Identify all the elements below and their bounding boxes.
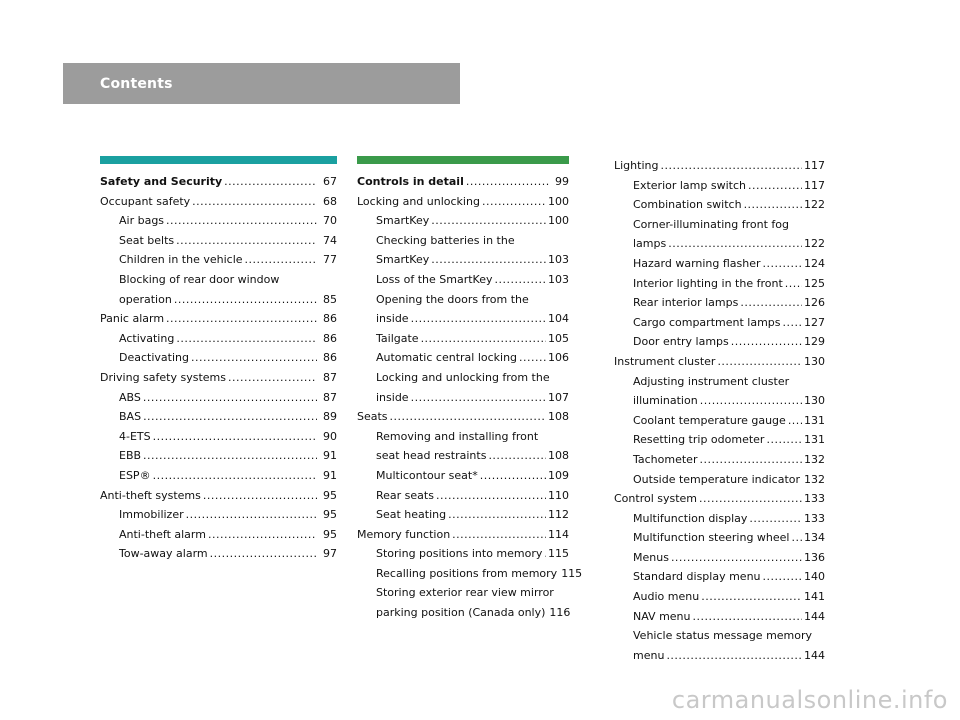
toc-page-number: 86: [323, 351, 337, 365]
toc-entry[interactable]: [614, 332, 825, 352]
toc-entry[interactable]: [614, 528, 825, 548]
dot-leader: [245, 250, 317, 270]
toc-page-number: 125: [804, 276, 825, 290]
toc-entry[interactable]: [614, 293, 825, 313]
toc-page-number: 86: [323, 331, 337, 345]
toc-entry-title: Door entry lamps: [633, 335, 729, 349]
toc-entry-title: Menus: [633, 550, 669, 564]
dot-leader: [699, 450, 802, 470]
toc-entry-title: Memory function: [357, 527, 451, 541]
dot-leader: [466, 172, 549, 192]
toc-entry-title: NAV menu: [633, 609, 691, 623]
toc-entry-title: Tailgate: [376, 331, 419, 345]
toc-entry[interactable]: [100, 368, 337, 388]
dot-leader: [143, 446, 317, 466]
toc-entry-title: Outside temperature indicator: [633, 472, 801, 486]
toc-page-number: 108: [548, 449, 569, 463]
toc-entry-title: Coolant temperature gauge: [633, 413, 786, 427]
toc-entry-title: Control system: [614, 492, 698, 506]
toc-entry[interactable]: [357, 211, 569, 231]
dot-leader: [210, 544, 317, 564]
toc-page-number: 126: [804, 296, 825, 310]
toc-entry[interactable]: [357, 290, 569, 329]
dot-leader: [186, 505, 317, 525]
dot-leader: [763, 567, 802, 587]
toc-page-number: 70: [323, 214, 337, 228]
toc-entry-title: Locking and unlocking: [357, 194, 480, 208]
toc-page-number: 67: [323, 175, 337, 188]
toc-entry[interactable]: [100, 250, 337, 270]
toc-page-number: 117: [804, 159, 825, 172]
dot-leader: [166, 211, 317, 231]
toc-entry-title: Seats: [357, 410, 388, 424]
watermark-text: carmanualsonline.info: [671, 686, 948, 714]
toc-entry[interactable]: [357, 564, 583, 584]
toc-page-number: 117: [804, 178, 825, 192]
toc-page-number: 144: [804, 648, 825, 662]
toc-entry-title: operation: [119, 292, 172, 306]
toc-entry-title: Resetting trip odometer: [633, 433, 765, 447]
toc-entry-title: Air bags: [119, 214, 165, 228]
toc-entry[interactable]: [614, 372, 825, 411]
toc-entry[interactable]: [614, 626, 825, 665]
toc-page-number: 85: [323, 292, 337, 306]
toc-entry-title: ESP®: [119, 468, 151, 482]
toc-page-number: 115: [561, 566, 583, 580]
dot-leader: [666, 646, 802, 666]
toc-entry-title: Interior lighting in the front: [633, 276, 783, 290]
page-title: Contents: [100, 76, 173, 92]
toc-page-number: 127: [804, 315, 825, 329]
toc-page-number: 122: [804, 198, 825, 212]
toc-page-number: 130: [804, 394, 825, 408]
toc-entry[interactable]: [614, 254, 825, 274]
toc-entry[interactable]: [357, 583, 569, 622]
toc-page-number: 112: [548, 508, 569, 522]
toc-page-number: 133: [804, 511, 825, 525]
toc-entry[interactable]: [357, 368, 569, 407]
toc-entry[interactable]: [357, 407, 569, 427]
toc-entry[interactable]: [100, 407, 337, 427]
dot-leader: [544, 544, 546, 564]
dot-leader: [431, 250, 546, 270]
toc-entry[interactable]: [357, 486, 569, 506]
toc-entry[interactable]: [614, 567, 825, 587]
toc-page-number: 114: [548, 527, 569, 541]
toc-page-number: 122: [804, 237, 825, 251]
toc-page-number: 124: [804, 256, 825, 270]
toc-entry[interactable]: [100, 388, 337, 408]
toc-entry-title-line1: Vehicle status message memory: [633, 629, 813, 643]
toc-page-number: 99: [555, 175, 569, 188]
toc-entry-title: Exterior lamp switch: [633, 178, 746, 192]
dot-leader: [740, 293, 802, 313]
toc-page-number: 100: [548, 214, 569, 228]
toc-entry-title: Controls in detail: [357, 175, 464, 188]
toc-page-number: 131: [804, 433, 825, 447]
toc-page-number: 103: [548, 272, 569, 286]
toc-page-number: 95: [323, 508, 337, 522]
toc-page-number: 136: [804, 550, 825, 564]
toc-page-number: 90: [323, 429, 337, 443]
toc-page-number: 115: [548, 547, 569, 561]
toc-entry[interactable]: [357, 505, 569, 525]
toc-page-number: 89: [323, 410, 337, 424]
toc-entry-title: Anti-theft alarm: [119, 527, 206, 541]
toc-page-number: 110: [548, 488, 569, 502]
toc-entry-title: Loss of the SmartKey: [376, 272, 493, 286]
dot-leader: [671, 548, 802, 568]
toc-entry[interactable]: [614, 176, 825, 196]
toc-entry[interactable]: [357, 231, 569, 270]
section-rule-teal: [100, 156, 337, 164]
toc-entry-title: EBB: [119, 449, 142, 463]
toc-entry-title: Driving safety systems: [100, 370, 226, 384]
dot-leader: [788, 411, 802, 431]
toc-entry[interactable]: [357, 192, 569, 212]
toc-entry-title: SmartKey: [376, 214, 430, 228]
dot-leader: [192, 192, 317, 212]
toc-entry[interactable]: [614, 470, 825, 490]
toc-entry[interactable]: [614, 411, 825, 431]
toc-entry[interactable]: [614, 587, 825, 607]
dot-leader: [783, 313, 802, 333]
toc-page-number: 107: [548, 390, 569, 404]
contents-header-bar: [63, 63, 460, 104]
toc-entry[interactable]: [100, 172, 337, 192]
toc-entry[interactable]: [614, 352, 825, 372]
toc-entry-title: Automatic central locking: [376, 351, 518, 365]
toc-entry[interactable]: [357, 525, 569, 545]
toc-entry[interactable]: [357, 172, 569, 192]
toc-entry-title: ABS: [119, 390, 141, 404]
toc-page-number: 140: [804, 570, 825, 584]
section-rule-green: [357, 156, 569, 164]
dot-leader: [766, 430, 802, 450]
toc-entry[interactable]: [100, 427, 337, 447]
toc-entry-title: Multifunction display: [633, 511, 748, 525]
dot-leader: [763, 254, 802, 274]
toc-entry[interactable]: [100, 446, 337, 466]
dot-leader: [744, 195, 802, 215]
toc-entry-title: Recalling positions from memory: [376, 566, 558, 580]
dot-leader: [749, 509, 802, 529]
toc-entry-title: SmartKey: [376, 253, 430, 267]
toc-entry-title: Rear interior lamps: [633, 296, 739, 310]
toc-entry[interactable]: [614, 489, 825, 509]
dot-leader: [224, 172, 317, 192]
toc-page-number: 144: [804, 609, 825, 623]
toc-page-number: 133: [804, 492, 825, 506]
toc-entry-title: Rear seats: [376, 488, 434, 502]
toc-entry[interactable]: [357, 329, 569, 349]
toc-entry[interactable]: [100, 486, 337, 506]
toc-page-number: 105: [548, 331, 569, 345]
dot-leader: [153, 427, 317, 447]
dot-leader: [191, 348, 317, 368]
toc-entry-title: parking position (Canada only): [376, 606, 546, 620]
dot-leader: [166, 309, 317, 329]
dot-leader: [174, 290, 317, 310]
toc-column-2: [357, 156, 583, 623]
toc-entry[interactable]: [100, 192, 337, 212]
toc-entry-title: Immobilizer: [119, 508, 184, 522]
toc-entry-title: Tow-away alarm: [119, 547, 208, 561]
toc-entry[interactable]: [614, 430, 825, 450]
dot-leader: [480, 466, 546, 486]
toc-entry[interactable]: [100, 231, 337, 251]
toc-page-number: 132: [804, 452, 825, 466]
toc-page-number: 103: [548, 253, 569, 267]
toc-entry[interactable]: [357, 466, 569, 486]
toc-entry[interactable]: [100, 329, 337, 349]
toc-page-number: 91: [323, 468, 337, 482]
toc-entry-title: Lighting: [614, 159, 659, 172]
toc-entry-title-line1: Locking and unlocking from the: [376, 370, 550, 384]
toc-page-number: 116: [549, 606, 571, 620]
toc-page-number: 100: [548, 194, 569, 208]
toc-page-number: 77: [323, 253, 337, 267]
toc-page-number: 95: [323, 527, 337, 541]
dot-leader: [748, 176, 802, 196]
dot-leader: [660, 156, 802, 176]
toc-entry-title: BAS: [119, 410, 142, 424]
toc-entry[interactable]: [614, 195, 825, 215]
toc-entry[interactable]: [100, 348, 337, 368]
toc-entry[interactable]: [357, 544, 569, 564]
toc-entry-title: Activating: [119, 331, 175, 345]
toc-page-number: 104: [548, 312, 569, 326]
toc-entry-title: Storing positions into memory: [376, 547, 543, 561]
toc-entry[interactable]: [100, 466, 337, 486]
toc-entry-title: illumination: [633, 394, 698, 408]
dot-leader: [411, 309, 546, 329]
dot-leader: [421, 329, 546, 349]
toc-entry[interactable]: [614, 313, 825, 333]
dot-leader: [390, 407, 546, 427]
dot-leader: [448, 505, 546, 525]
dot-leader: [203, 486, 317, 506]
toc-entry-title-line1: Adjusting instrument cluster: [633, 374, 790, 388]
toc-page-number: 134: [804, 531, 825, 545]
toc-entry-title: Instrument cluster: [614, 354, 716, 368]
toc-entry-title: Seat heating: [376, 508, 447, 522]
dot-leader: [519, 348, 546, 368]
toc-entry[interactable]: [614, 156, 825, 176]
toc-page-number: 132: [804, 472, 826, 486]
toc-column-1: [100, 156, 337, 564]
toc-entry[interactable]: [614, 450, 825, 470]
dot-leader: [228, 368, 317, 388]
dot-leader: [208, 525, 317, 545]
toc-entry-title: Occupant safety: [100, 194, 191, 208]
toc-entry-title: Seat belts: [119, 233, 175, 247]
toc-entry-title: Audio menu: [633, 590, 700, 604]
dot-leader: [176, 329, 317, 349]
toc-page-number: 108: [548, 410, 569, 424]
toc-page-number: 87: [323, 370, 337, 384]
dot-leader: [488, 446, 546, 466]
toc-entry[interactable]: [100, 505, 337, 525]
toc-entry-title: lamps: [633, 237, 667, 251]
dot-leader: [700, 391, 802, 411]
toc-entry-title-line1: Storing exterior rear view mirror: [376, 586, 554, 600]
toc-entry-title: inside: [376, 312, 409, 326]
dot-leader: [699, 489, 802, 509]
toc-page-number: 109: [548, 468, 569, 482]
dot-leader: [153, 466, 317, 486]
toc-page-number: 86: [323, 312, 337, 326]
toc-entry-title: 4-ETS: [119, 429, 151, 443]
toc-page-number: 97: [323, 547, 337, 561]
toc-entry-title: Hazard warning flasher: [633, 256, 761, 270]
toc-entry[interactable]: [100, 525, 337, 545]
toc-entry-title-line1: Blocking of rear door window: [119, 272, 280, 286]
toc-entry-title: Safety and Security: [100, 175, 223, 188]
toc-entry-title: Combination switch: [633, 198, 742, 212]
toc-entry-title: Standard display menu: [633, 570, 761, 584]
toc-entry-title-line1: Opening the doors from the: [376, 292, 529, 306]
toc-page-number: 91: [323, 449, 337, 463]
toc-entry[interactable]: [614, 274, 825, 294]
toc-entry-title-line1: Removing and installing front: [376, 429, 539, 443]
toc-entry-title: menu: [633, 648, 665, 662]
toc-page-number: 95: [323, 488, 337, 502]
toc-entry[interactable]: [614, 509, 825, 529]
toc-page-number: 68: [323, 194, 337, 208]
toc-entry[interactable]: [100, 544, 337, 564]
toc-entry-title-line1: Corner-illuminating front fog: [633, 217, 789, 231]
toc-entry[interactable]: [357, 270, 569, 290]
toc-page-number: 106: [548, 351, 569, 365]
toc-entry-title: inside: [376, 390, 409, 404]
toc-entry[interactable]: [614, 607, 825, 627]
dot-leader: [452, 525, 546, 545]
toc-page-number: 87: [323, 390, 337, 404]
dot-leader: [495, 270, 547, 290]
dot-leader: [431, 211, 546, 231]
toc-page-number: 131: [804, 413, 825, 427]
toc-entry-title: Children in the vehicle: [119, 253, 243, 267]
toc-page-number: 130: [804, 354, 825, 368]
dot-leader: [701, 587, 802, 607]
toc-entry-title: Multifunction steering wheel: [633, 531, 790, 545]
toc-entry-title: Anti-theft systems: [100, 488, 201, 502]
dot-leader: [785, 274, 802, 294]
dot-leader: [143, 388, 317, 408]
toc-entry[interactable]: [100, 309, 337, 329]
toc-entry-title: Panic alarm: [100, 312, 165, 326]
dot-leader: [717, 352, 802, 372]
toc-entry-title: seat head restraints: [376, 449, 487, 463]
dot-leader: [176, 231, 317, 251]
dot-leader: [668, 234, 802, 254]
dot-leader: [411, 388, 546, 408]
toc-entry[interactable]: [100, 270, 337, 309]
toc-entry-title: Multicontour seat*: [376, 468, 478, 482]
dot-leader: [731, 332, 802, 352]
dot-leader: [693, 607, 803, 627]
toc-column-3: [614, 156, 825, 665]
toc-page-number: 141: [804, 590, 825, 604]
dot-leader: [792, 528, 803, 548]
toc-entry-title: Tachometer: [633, 452, 698, 466]
dot-leader: [143, 407, 317, 427]
dot-leader: [482, 192, 546, 212]
toc-entry[interactable]: [614, 215, 825, 254]
dot-leader: [436, 486, 546, 506]
toc-entry[interactable]: [357, 348, 569, 368]
toc-page-number: 74: [323, 233, 337, 247]
toc-entry-title-line1: Checking batteries in the: [376, 233, 515, 247]
toc-entry[interactable]: [357, 427, 569, 466]
toc-entry-title: Deactivating: [119, 351, 189, 365]
toc-entry[interactable]: [614, 548, 825, 568]
toc-entry-title: Cargo compartment lamps: [633, 315, 781, 329]
toc-page-number: 129: [804, 335, 825, 349]
toc-entry[interactable]: [100, 211, 337, 231]
